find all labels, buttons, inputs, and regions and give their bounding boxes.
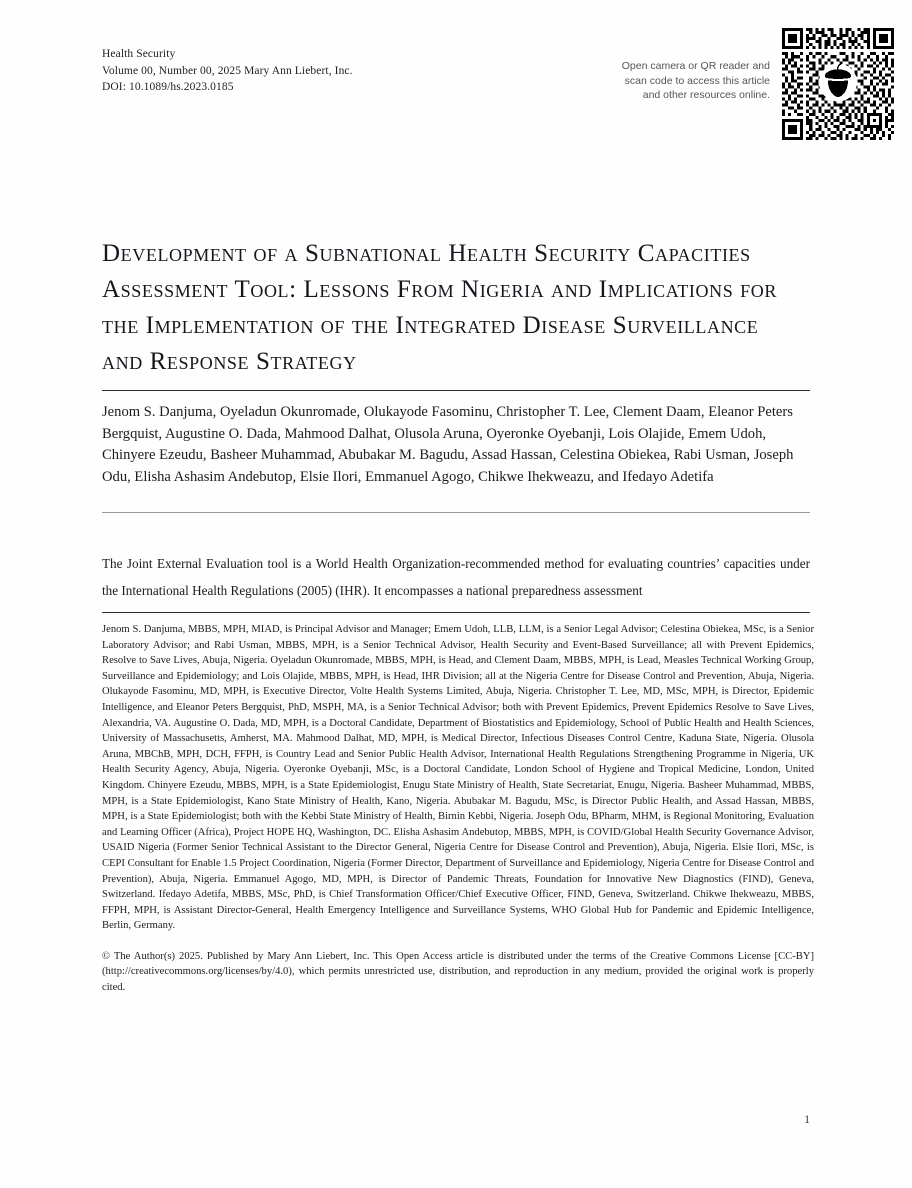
author-list: Jenom S. Danjuma, Oyeladun Okunromade, Olukayode Fasominu, Christopher T. Lee, Clement Daam, Eleanor Peters Bergquist, Augustine O. Dada, Mahmood Dalhat, Olusola Aruna, Oyeronke Oyebanji, Lois Olajide, Emem Udoh, Chinyere Ezeudu, Basheer Muhammad, Abubakar M. Bagudu, Assad Hassan, Celestina Obiekea, Rabi Usman, Joseph Odu, Elisha Ashasim Andebutop, Elsie Ilori, Emmanuel Agogo, Chikwe Ihekweazu, and Ifedayo Adetifa (102, 404, 794, 485)
journal-doi: DOI: 10.1089/hs.2023.0185 (102, 81, 234, 93)
divider-above-abstract (102, 512, 810, 513)
qr-caption-line-1: Open camera or QR reader and (621, 60, 770, 72)
divider-above-authors (102, 390, 810, 391)
divider-above-notes (102, 612, 810, 613)
author-affiliations-block (102, 622, 814, 996)
page-title: Development of a Subnational Health Security Capacities Assessment Tool: Lessons From Nigeria and Implications for the Implementation of the Integrated Disease Surveillance and Response Strategy (102, 240, 777, 375)
qr-code-svg (782, 28, 894, 140)
copyright-text: © The Author(s) 2025. Published by Mary Ann Liebert, Inc. This Open Access article is distributed under the terms of the Creative Commons License [CC-BY] (http://creativecommons.org/licenses/by/4.0), which permits unrestricted use, distribution, and reproduction in any medium, provided the original work is properly cited. (102, 950, 814, 994)
affiliations-text: Jenom S. Danjuma, MBBS, MPH, MIAD, is Principal Advisor and Manager; Emem Udoh, LLB, LLM, is a Senior Legal Advisor; Celestina Obiekea, MSc, is a Senior Laboratory Advisor; and Rabi Usman, MBBS, MPH, is a Senior Technical Advisor, Health Security and Event-Based Surveillance; all with Prevent Epidemics, Resolve to Save Lives, Abuja, Nigeria. Oyeladun Okunromade, MBBS, MPH, is Head, and Clement Daam, MBBS, MPH, is Lead, Measles Technical Working Group, Surveillance and Epidemiology; and Lois Olajide, MBBS, MPH, is Head, IHR Division; all at the Nigeria Centre for Disease Control and Prevention, Abuja, Nigeria. Olukayode Fasominu, MD, MPH, is Executive Director, Volte Health Systems Limited, Abuja, Nigeria. Christopher T. Lee, MD, MSc, MPH, is Director, Epidemic Intelligence, and Eleanor Peters Bergquist, PhD, MSPH, MA, is a Senior Technical Advisor; both with Prevent Epidemics, Prevent Epidemics Resolve to Save Lives, Alexandria, VA. Augustine O. Dada, MD, MPH, is a Doctoral Candidate, Department of Biostatistics and Epidemiology, School of Public Health and Health Sciences, University of Massachusetts, Amherst, MA. Mahmood Dalhat, MD, MPH, is Medical Director, Infectious Diseases Control Centre, Kaduna State, Nigeria. Olusola Aruna, MBChB, MPH, DCH, FFPH, is Country Lead and Senior Public Health Advisor, International Health Regulations Strengthening Programme in Nigeria, UK Health Security Agency, Abuja, Nigeria. Oyeronke Oyebanji, MSc, is a Doctoral Candidate, London School of Hygiene and Tropical Medicine, London, United Kingdom. Chinyere Ezeudu, MBBS, MPH, is a State Epidemiologist, Enugu State Ministry of Health, State Secretariat, Enugu, Nigeria. Basheer Muhammad, MBBS, MPH, is a State Epidemiologist, Kano State Ministry of Health, Kano, Nigeria. Abubakar M. Bagudu, MSc, is Director Public Health, and Assad Hassan, MBBS, MPH, is a State Epidemiologist; both with the Kebbi State Ministry of Health, Birnin Kebbi, Nigeria. Joseph Odu, BPharm, MHM, is Regional Monitoring, Evaluation and Learning Officer (Africa), Project HOPE HQ, Washington, DC. Elisha Ashasim Andebutop, MBBS, MPH, is COVID/Global Health Security Governance Advisor, USAID Nigeria (Former Senior Technical Assistant to the Director General, Nigeria Centre for Disease Control and Prevention), Abuja, Nigeria. Elsie Ilori, MSc, is CEPI Consultant for Enable 1.5 Project Coordination, Nigeria (Former Director, Department of Surveillance and Epidemiology, Nigeria Centre for Disease Control and Prevention), Abuja, Nigeria. Emmanuel Agogo, MD, MPH, is Director of Pandemic Threats, Foundation for Innovative New Diagnostics (FIND), Geneva, Switzerland. Ifedayo Adetifa, MBBS, MSc, PhD, is Chief Transformation Officer/Chief Executive Officer, FIND, Geneva, Switzerland. Chikwe Ihekweazu, MBBS, FFPH, MPH, is Assistant Director-General, Health Emergency Intelligence and Surveillance Systems, WHO Global Hub for Pandemic and Epidemic Intelligence, Berlin, Germany. (102, 624, 814, 932)
acorn-logo (819, 63, 857, 101)
journal-volume-line: Volume 00, Number 00, 2025 Mary Ann Liebert, Inc. (102, 64, 353, 77)
abstract-excerpt: The Joint External Evaluation tool is a World Health Organization-recommended method for evaluating countries’ capacities under the International Health Regulations (2005) (IHR). It encompasses a national preparedness assessment (102, 556, 810, 598)
journal-name: Health Security (102, 48, 176, 60)
qr-access-block (594, 28, 894, 140)
qr-caption (594, 28, 770, 103)
qr-code-icon[interactable] (782, 28, 894, 140)
page-number: 1 (804, 1114, 810, 1126)
qr-caption-line-3: and other resources online. (642, 89, 770, 101)
journal-masthead (102, 46, 353, 96)
qr-caption-line-2: scan code to access this article (624, 74, 770, 87)
